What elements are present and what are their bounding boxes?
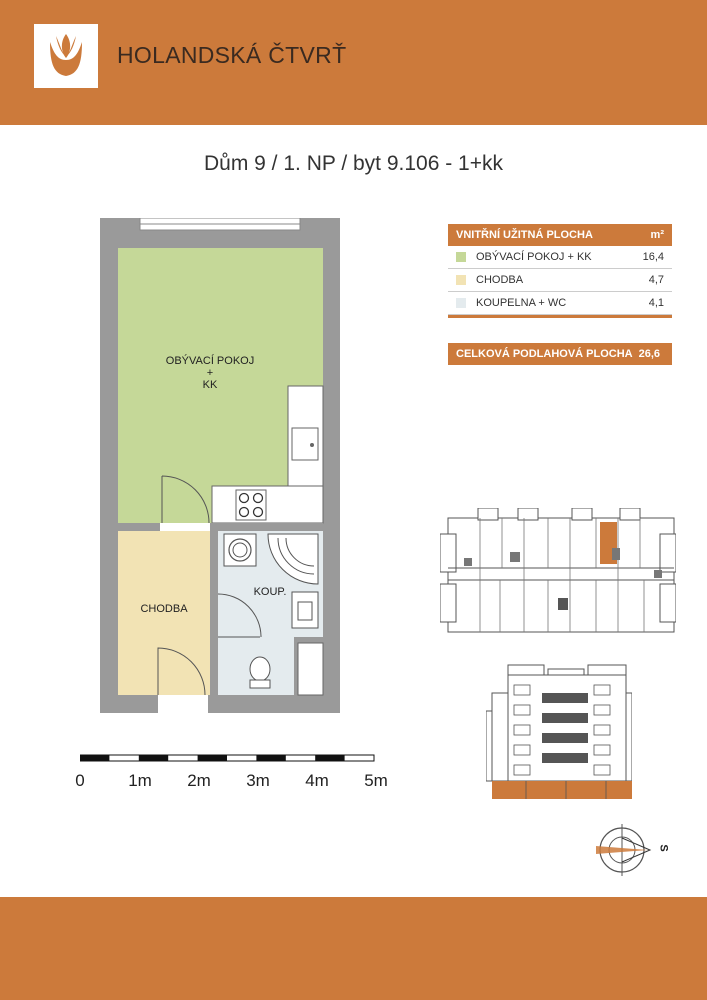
room-name: KOUPELNA + WC [476,297,567,309]
total-area-bar [448,343,672,365]
scale-label: 5m [364,771,388,790]
hallway-label: CHODBA [140,603,188,615]
scale-label: 2m [187,771,211,790]
room-area: 4,7 [648,274,664,286]
color-swatch [456,252,466,262]
room-area: 16,4 [642,251,664,263]
table-row [448,292,672,315]
total-area-value: 26,6 [638,348,661,360]
scale-label: 1m [128,771,152,790]
compass-letter: S [657,844,670,852]
color-swatch [456,298,466,308]
brand-name: HOLANDSKÁ ČTVRŤ [117,42,347,68]
key-plan [440,508,676,640]
room-area: 4,1 [648,297,664,309]
area-table-header [448,224,672,246]
table-row [448,246,672,269]
living-room-label-line2: + [206,367,214,379]
room-name: OBÝVACÍ POKOJ + KK [476,251,592,263]
scale-label: 4m [305,771,329,790]
table-row [448,269,672,292]
area-table-title: VNITŘNÍ UŽITNÁ PLOCHA [456,229,593,241]
table-bottom-rule [448,315,672,318]
header-band [0,0,707,125]
tulip-logo-icon [34,24,98,88]
living-room-label-line3: KK [202,379,218,391]
bathroom-label: KOUP. [253,586,287,598]
color-swatch [456,275,466,285]
floor-plan [100,218,340,713]
footer-band [0,897,707,1000]
scale-label: 0 [75,771,85,790]
scale-bar [80,752,376,764]
total-area-label: CELKOVÁ PODLAHOVÁ PLOCHA [456,348,633,360]
living-room-label-line1: OBÝVACÍ POKOJ [165,355,255,367]
scale-label: 3m [246,771,270,790]
building-elevation [486,663,632,800]
living-room-label [150,355,270,391]
area-table [448,224,672,318]
page-title: Dům 9 / 1. NP / byt 9.106 - 1+kk [203,152,503,175]
area-table-unit: m² [650,229,664,241]
room-name: CHODBA [476,274,524,286]
